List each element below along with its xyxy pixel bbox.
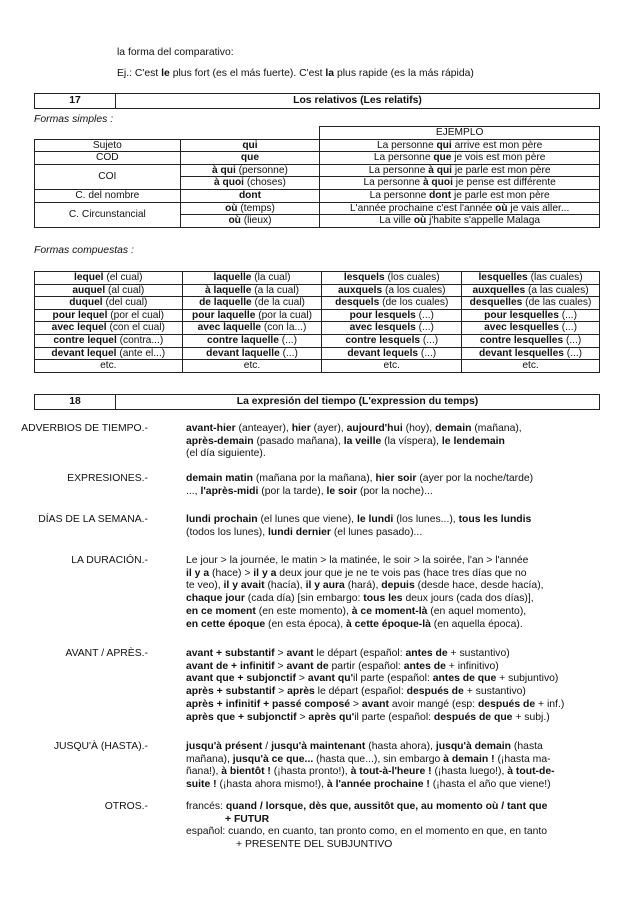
text-line: español: cuando, en cuanto, tan pronto como, en el momento en que, en tanto	[186, 826, 548, 838]
table-row	[35, 284, 600, 297]
table-cell: desquels (de los cuales)	[322, 297, 462, 310]
table-cell: etc.	[462, 360, 600, 373]
term-label: JUSQU'À (HASTA).-	[53, 741, 148, 752]
text-line: en ce moment (en este momento), à ce moment-là (en aquel momento),	[186, 605, 527, 617]
table-row	[35, 202, 600, 215]
table-cell: dont	[180, 189, 320, 202]
intro-line-1: la forma del comparativo:	[117, 47, 234, 58]
term-label: LA DURACIÓN.-	[71, 555, 148, 566]
term-label: ADVERBIOS DE TIEMPO.-	[21, 423, 148, 434]
table-cell: pour laquelle (por la cual)	[182, 309, 322, 322]
table-cell: à laquelle (a la cual)	[182, 284, 322, 297]
text-line: (todos los lunes), lundi dernier (el lunes pasado)...	[186, 526, 423, 538]
term-body	[186, 423, 596, 461]
table-cell: duquel (del cual)	[35, 297, 183, 310]
text-line: après que + subjonctif > après qu'il parte (español: después de que + subj.)	[186, 711, 550, 723]
table-cell: pour lesquelles (...)	[462, 309, 600, 322]
table-row	[35, 309, 600, 322]
table-cell: lesquelles (las cuales)	[462, 272, 600, 285]
text-line: ..., l'après-midi (por la tarde), le soir (por la noche)...	[186, 485, 433, 497]
section-number: 18	[35, 395, 116, 409]
text-line: après + infinitif + passé composé > avant avoir mangé (esp: después de + inf.)	[186, 698, 565, 710]
simple-forms-label: Formas simples :	[34, 114, 114, 125]
table-cell: que	[180, 152, 320, 165]
table-cell: où (temps)	[180, 202, 320, 215]
text-line: demain matin (mañana por la mañana), hier soir (ayer por la noche/tarde)	[186, 473, 534, 484]
table-cell: contre lequel (contra...)	[35, 334, 183, 347]
table-cell: devant lequels (...)	[322, 347, 462, 360]
text-line: te veo), il y avait (hacía), il y aura (hará), depuis (desde hace, desde hacía),	[186, 580, 544, 592]
text-line: avant + substantif > avant le départ (español: antes de + sustantivo)	[186, 648, 510, 659]
table-cell: COI	[35, 164, 181, 189]
table-row	[35, 127, 600, 140]
text-line: avant que + subjonctif > avant qu'il parte (español: antes de que + subjuntivo)	[186, 673, 559, 685]
table-row	[35, 322, 600, 335]
table-row	[35, 272, 600, 285]
table-cell: etc.	[35, 360, 183, 373]
text-line: après-demain (pasado mañana), la veille (la víspera), le lendemain	[186, 435, 505, 447]
table-cell: laquelle (la cual)	[182, 272, 322, 285]
table-cell: avec lesquels (...)	[322, 322, 462, 335]
table-cell	[35, 127, 181, 140]
section-title: La expresión del tiempo (L'expression du temps)	[236, 396, 479, 407]
table-cell: C. del nombre	[35, 189, 181, 202]
text-line: avant de + infinitif > avant de partir (español: antes de + infinitivo)	[186, 660, 499, 672]
section-17-header	[34, 93, 600, 109]
table-cell: contre laquelle (...)	[182, 334, 322, 347]
term-body	[186, 801, 596, 852]
text-line: chaque jour (cada día) [sin embargo: tous les deux jours (cada dos días)],	[186, 593, 534, 605]
table-cell: devant laquelle (...)	[182, 347, 322, 360]
section-title: Los relativos (Les relatifs)	[293, 95, 422, 106]
table-cell: etc.	[182, 360, 322, 373]
compound-forms-table	[34, 271, 600, 373]
term-label: AVANT / APRÈS.-	[65, 648, 148, 659]
table-cell: qui	[180, 139, 320, 152]
term-body	[186, 741, 596, 792]
simple-forms-table	[34, 126, 600, 228]
table-row	[35, 297, 600, 310]
table-cell: devant lesquelles (...)	[462, 347, 600, 360]
text-line: mañana), jusqu'à ce que... (hasta que...), sin embargo à demain ! (¡hasta ma-	[186, 753, 551, 765]
section-18-header	[34, 394, 600, 410]
term-body	[186, 648, 596, 724]
text-line: ñana!), à bientôt ! (¡hasta pronto!), à tout-à-l'heure ! (¡hasta luego!), à tout-de-	[186, 766, 555, 778]
table-cell: La ville où j'habite s'appelle Malaga	[320, 215, 600, 228]
term-label: OTROS.-	[104, 801, 148, 812]
table-cell: avec lesquelles (...)	[462, 322, 600, 335]
table-cell: avec lequel (con el cual)	[35, 322, 183, 335]
table-cell: La personne à qui je parle est mon père	[320, 164, 600, 177]
table-cell: La personne à quoi je pense est différente	[320, 177, 600, 190]
table-cell: L'année prochaine c'est l'année où je vais aller...	[320, 202, 600, 215]
text-line: jusqu'à présent / jusqu'à maintenant (hasta ahora), jusqu'à demain (hasta	[186, 741, 543, 752]
table-cell: lequel (el cual)	[35, 272, 183, 285]
table-cell: pour lequel (por el cual)	[35, 309, 183, 322]
section-number: 17	[35, 94, 116, 108]
table-cell: avec laquelle (con la...)	[182, 322, 322, 335]
table-cell: desquelles (de las cuales)	[462, 297, 600, 310]
table-cell: C. Circunstancial	[35, 202, 181, 227]
table-cell: contre lesquelles (...)	[462, 334, 600, 347]
term-label: DÍAS DE LA SEMANA.-	[38, 514, 148, 525]
table-cell: lesquels (los cuales)	[322, 272, 462, 285]
table-cell: auquel (al cual)	[35, 284, 183, 297]
table-cell: à quoi (choses)	[180, 177, 320, 190]
table-cell: La personne qui arrive est mon père	[320, 139, 600, 152]
table-cell	[180, 127, 320, 140]
term-label: EXPRESIONES.-	[67, 473, 148, 484]
term-body	[186, 473, 596, 498]
table-cell: auxquelles (a las cuales)	[462, 284, 600, 297]
table-row	[35, 360, 600, 373]
table-row	[35, 152, 600, 165]
table-cell: Sujeto	[35, 139, 181, 152]
table-cell: La personne dont je parle est mon père	[320, 189, 600, 202]
text-line: + PRESENTE DEL SUBJUNTIVO	[236, 839, 393, 851]
text-line: lundi prochain (el lunes que viene), le lundi (los lunes...), tous les lundis	[186, 514, 532, 525]
table-cell: où (lieux)	[180, 215, 320, 228]
compound-forms-label: Formas compuestas :	[34, 245, 134, 256]
table-row	[35, 164, 600, 177]
text-line: + FUTUR	[225, 813, 270, 825]
table-row	[35, 189, 600, 202]
intro-example: Ej.: C'est le plus fort (es el más fuerte). C'est la plus rapide (es la más rápida)	[117, 68, 474, 79]
text-line: il y a (hace) > il y a deux jour que je ne te vois pas (hace tres días que no	[186, 567, 527, 579]
table-row	[35, 347, 600, 360]
text-line: Le jour > la journée, le matin > la matinée, le soir > la soirée, l'an > l'année	[186, 555, 529, 566]
table-cell: etc.	[322, 360, 462, 373]
text-line: suite ! (¡hasta ahora mismo!), à l'année prochaine ! (¡hasta el año que viene!)	[186, 779, 551, 791]
term-body	[186, 555, 596, 631]
text-line: francés: quand / lorsque, dès que, aussitôt que, au momento où / tant que	[186, 801, 548, 812]
table-cell: de laquelle (de la cual)	[182, 297, 322, 310]
table-row	[35, 334, 600, 347]
ejemplo-header: EJEMPLO	[320, 127, 600, 140]
text-line: avant-hier (anteayer), hier (ayer), aujourd'hui (hoy), demain (mañana),	[186, 423, 522, 434]
table-cell: La personne que je vois est mon père	[320, 152, 600, 165]
table-cell: à qui (personne)	[180, 164, 320, 177]
text-line: après + substantif > après le départ (español: después de + sustantivo)	[186, 686, 526, 698]
text-line: (el día siguiente).	[186, 448, 266, 460]
text-line: en cette époque (en esta época), à cette époque-là (en aquella época).	[186, 618, 523, 630]
table-cell: auxquels (a los cuales)	[322, 284, 462, 297]
term-body	[186, 514, 596, 539]
table-row	[35, 139, 600, 152]
table-cell: devant lequel (ante el...)	[35, 347, 183, 360]
table-cell: contre lesquels (...)	[322, 334, 462, 347]
table-cell: pour lesquels (...)	[322, 309, 462, 322]
table-cell: COD	[35, 152, 181, 165]
